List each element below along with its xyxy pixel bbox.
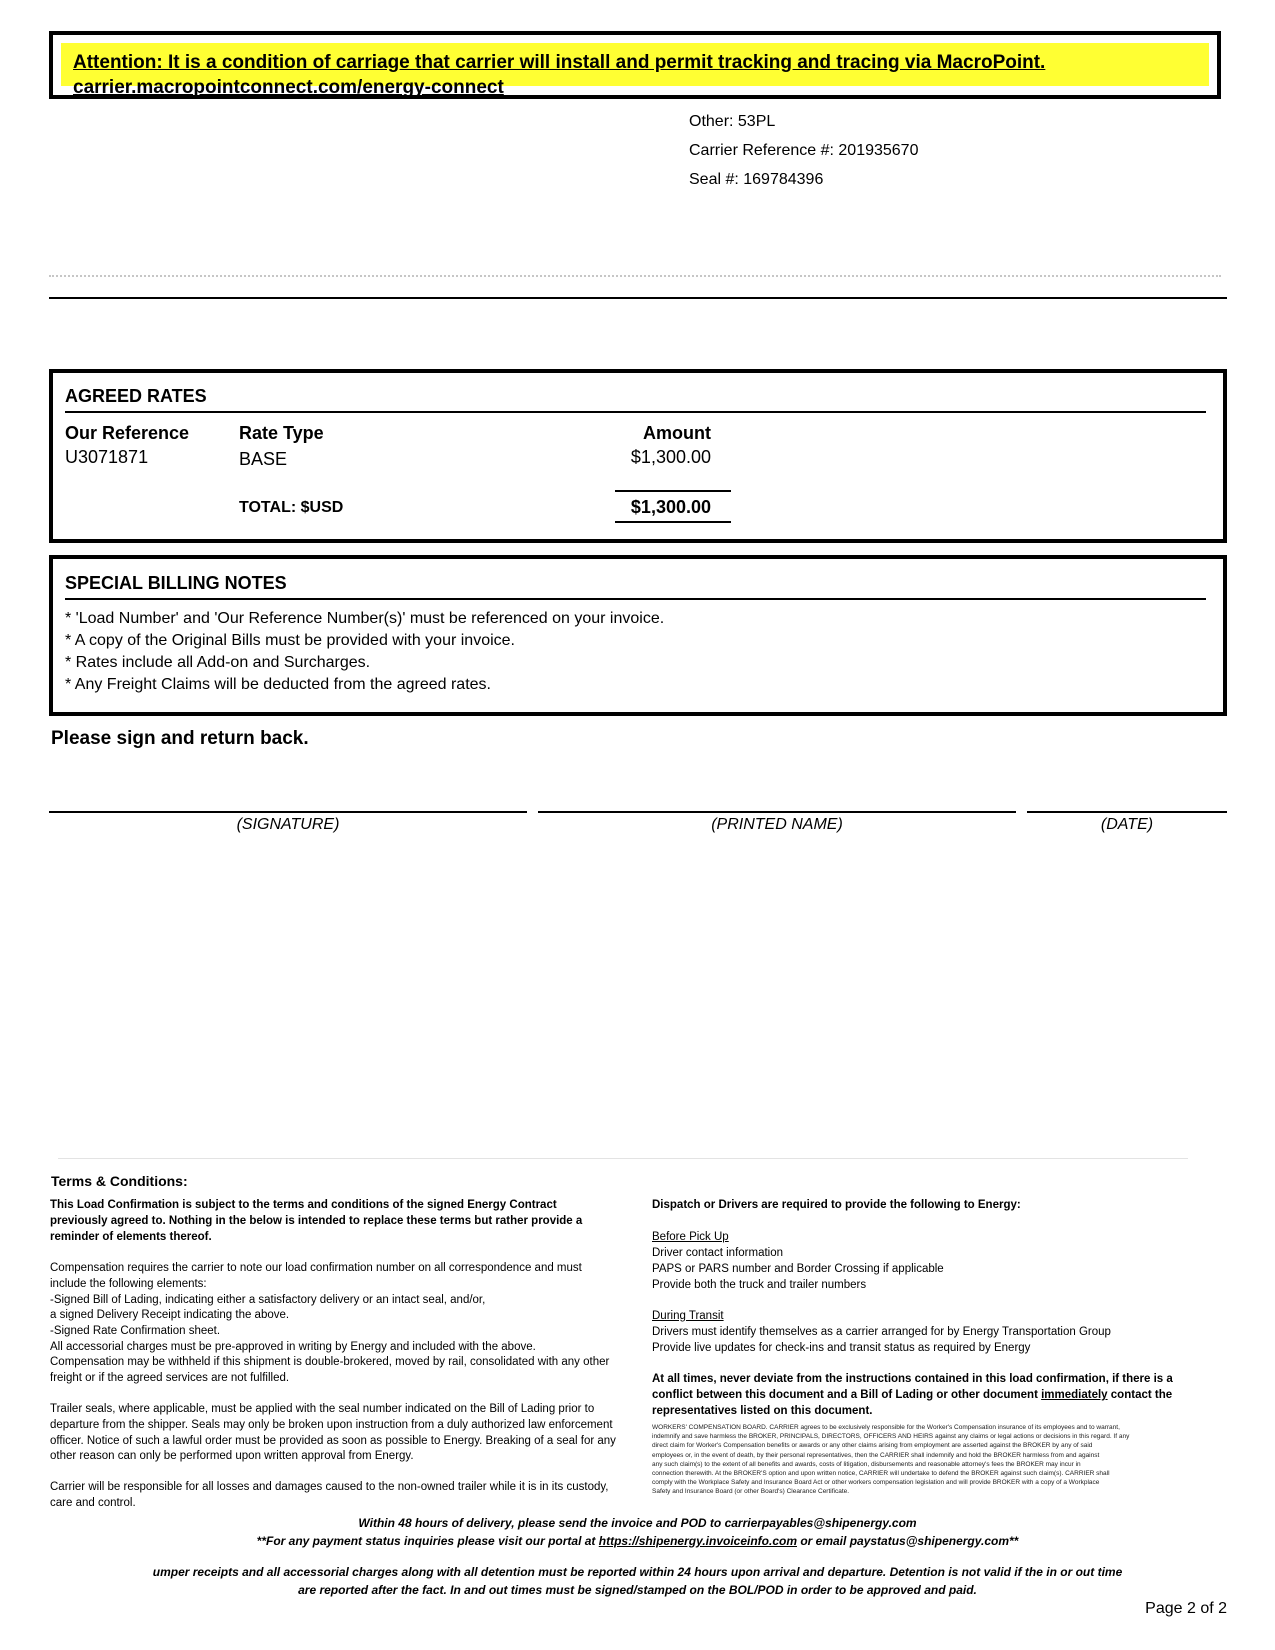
- warning-line: representatives listed on this document.: [652, 1405, 873, 1417]
- total-label: TOTAL: $USD: [239, 499, 344, 516]
- dotted-separator: [49, 275, 1221, 277]
- seals-line: Trailer seals, where applicable, must be applied with the seal number indicated on the Bill of Lading prior to: [50, 1403, 595, 1415]
- terms-divider: [58, 1158, 1188, 1159]
- billing-notes-title: SPECIAL BILLING NOTES: [65, 573, 287, 593]
- reference-value: U3071871: [65, 447, 149, 467]
- seal-number: Seal #: 169784396: [689, 171, 824, 188]
- rate-type-header: Rate Type: [239, 423, 324, 443]
- banner-highlight: [61, 43, 1209, 98]
- signature-label: (SIGNATURE): [236, 816, 340, 833]
- terms-intro-line: previously agreed to. Nothing in the below is intended to replace these terms but rather provide a: [50, 1215, 583, 1227]
- billing-notes-rule: [65, 598, 1206, 600]
- before-pickup-title: Before Pick Up: [652, 1231, 729, 1243]
- banner-link[interactable]: carrier.macropointconnect.com/energy-connect: [73, 77, 504, 98]
- billing-note: * 'Load Number' and 'Our Reference Number(s)' must be referenced on your invoice.: [65, 610, 665, 627]
- dispatch-heading: Dispatch or Drivers are required to provide the following to Energy:: [652, 1199, 1021, 1211]
- agreed-rates-box: [49, 369, 1227, 543]
- seals-line: officer. Notice of such a lawful order must be provided as soon as possible to Energy. Breaking of a seal for any: [50, 1435, 616, 1447]
- invoice-instructions: Within 48 hours of delivery, please send the invoice and POD to carrierpayables@shipenergy.com: [358, 1516, 917, 1530]
- workers-comp-line: any such claim(s) to the extent of all benefits and awards, costs of litigation, disbursements and reasonable attorney's fees the BROKER may incur in: [652, 1461, 1081, 1468]
- compensation-line: include the following elements:: [50, 1278, 207, 1290]
- banner-attention-text: Attention: It is a condition of carriage that carrier will install and permit tracking and tracing via MacroPoint.: [73, 52, 1046, 73]
- date-label: (DATE): [1100, 816, 1154, 833]
- sign-return-heading: Please sign and return back.: [51, 728, 309, 749]
- billing-note: * Any Freight Claims will be deducted from the agreed rates.: [65, 676, 491, 693]
- terms-heading: Terms & Conditions:: [51, 1173, 188, 1189]
- compensation-line: freight or if the agreed services are not fulfilled.: [50, 1372, 290, 1384]
- terms-intro-line: reminder of elements thereof.: [50, 1231, 212, 1243]
- lumper-receipts-line: umper receipts and all accessorial charges along with all detention must be reported within 24 hours upon arrival and departure. Detention is not valid if the in or out time: [152, 1565, 1123, 1579]
- warning-line: At all times, never deviate from the instructions contained in this load confirmation, if there is a: [652, 1373, 1173, 1385]
- workers-comp-line: Safety and Insurance Board (or other Board's) Clearance Certificate.: [652, 1488, 850, 1495]
- compensation-line: All accessorial charges must be pre-approved in writing by Energy and included with the above.: [50, 1341, 536, 1353]
- printed-name-label: (PRINTED NAME): [711, 816, 843, 833]
- workers-comp-line: indemnify and save harmless the BROKER, PRINCIPALS, DIRECTORS, OFFICERS AND HEIRS against any claims or legal actions or decisions in this regard. If any: [652, 1433, 1130, 1440]
- trailer-liability-line: care and control.: [50, 1497, 136, 1509]
- section-divider: [49, 297, 1227, 299]
- invoice-portal-link[interactable]: https://shipenergy.invoiceinfo.com: [598, 1534, 797, 1548]
- warning-emphasis: immediately: [1041, 1389, 1108, 1401]
- compensation-line: Compensation may be withheld if this shipment is double-brokered, moved by rail, consolidated with any other: [50, 1356, 610, 1368]
- workers-comp-line: direct claim for Worker's Compensation benefits or awards or any other claims arising from employment are asserted against the BROKER by any of said: [652, 1442, 1093, 1449]
- during-transit-title: During Transit: [652, 1310, 724, 1322]
- agreed-rates-title: AGREED RATES: [65, 386, 207, 406]
- total-rule-top: [615, 490, 731, 492]
- signature-line[interactable]: [49, 811, 527, 813]
- in-out-times-line: are reported after the fact. In and out times must be signed/stamped on the BOL/POD in order to be approved and paid.: [298, 1583, 977, 1597]
- other-equipment: Other: 53PL: [689, 113, 776, 130]
- before-pickup-item: PAPS or PARS number and Border Crossing if applicable: [652, 1263, 944, 1275]
- billing-note: * Rates include all Add-on and Surcharges.: [65, 654, 371, 671]
- carrier-reference: Carrier Reference #: 201935670: [689, 142, 919, 159]
- billing-note: * A copy of the Original Bills must be provided with your invoice.: [65, 632, 515, 649]
- attention-banner: [49, 31, 1221, 99]
- workers-comp-line: comply with the Workplace Safety and Insurance Board Act or other workers compensation legislation and will provide BROKER with a copy of a Workplace: [652, 1479, 1100, 1486]
- workers-comp-line: connection therewith. At the BROKER'S option and upon written notice, CARRIER will undertake to defend the BROKER against such claim(s). CARRIER shall: [652, 1470, 1110, 1477]
- payment-status-text: or email paystatus@shipenergy.com**: [797, 1534, 1019, 1548]
- compensation-line: -Signed Bill of Lading, indicating either a satisfactory delivery or an intact seal, and/or,: [50, 1294, 486, 1306]
- compensation-line: a signed Delivery Receipt indicating the above.: [50, 1309, 290, 1321]
- seals-line: other reason can only be performed upon written approval from Energy.: [50, 1450, 414, 1462]
- terms-intro-line: This Load Confirmation is subject to the terms and conditions of the signed Energy Contract: [50, 1199, 557, 1211]
- warning-text: contact the: [1107, 1389, 1173, 1401]
- printed-name-line[interactable]: [538, 811, 1016, 813]
- date-line[interactable]: [1027, 811, 1227, 813]
- compensation-line: -Signed Rate Confirmation sheet.: [50, 1325, 221, 1337]
- total-rule-bottom: [615, 521, 731, 523]
- before-pickup-item: Provide both the truck and trailer numbers: [652, 1279, 867, 1291]
- total-amount: $1,300.00: [630, 497, 711, 517]
- workers-comp-line: employees or, in the event of death, by their personal representatives, then the CARRIER shall indemnify and hold the BROKER harmless from and against: [652, 1452, 1100, 1459]
- warning-text: conflict between this document and a Bill of Lading or other document: [652, 1389, 1042, 1401]
- trailer-liability-line: Carrier will be responsible for all losses and damages caused to the non-owned trailer while it is in its custody,: [50, 1481, 609, 1493]
- payment-status-line: [0, 1534, 1275, 1548]
- payment-status-text: **For any payment status inquiries please visit our portal at: [256, 1534, 599, 1548]
- rate-type-value: BASE: [239, 449, 288, 469]
- workers-comp-line: WORKERS' COMPENSATION BOARD. CARRIER agrees to be exclusively responsible for the Worker's Compensation insurance of its employees and to warrant,: [652, 1424, 1120, 1431]
- agreed-rates-rule: [65, 411, 1206, 413]
- amount-header: Amount: [643, 423, 711, 443]
- during-transit-item: Drivers must identify themselves as a carrier arranged for by Energy Transportation Group: [652, 1326, 1111, 1338]
- our-reference-header: Our Reference: [65, 423, 190, 443]
- before-pickup-item: Driver contact information: [652, 1247, 784, 1259]
- during-transit-item: Provide live updates for check-ins and transit status as required by Energy: [652, 1342, 1031, 1354]
- compensation-line: Compensation requires the carrier to note our load confirmation number on all correspondence and must: [50, 1262, 582, 1274]
- amount-value: $1,300.00: [630, 447, 711, 467]
- warning-line: [652, 1388, 1172, 1403]
- page-number: Page 2 of 2: [1145, 1600, 1227, 1617]
- billing-notes-box: [49, 555, 1227, 716]
- seals-line: departure from the shipper. Seals may only be broken upon instruction from a duly authorized law enforcement: [50, 1419, 613, 1431]
